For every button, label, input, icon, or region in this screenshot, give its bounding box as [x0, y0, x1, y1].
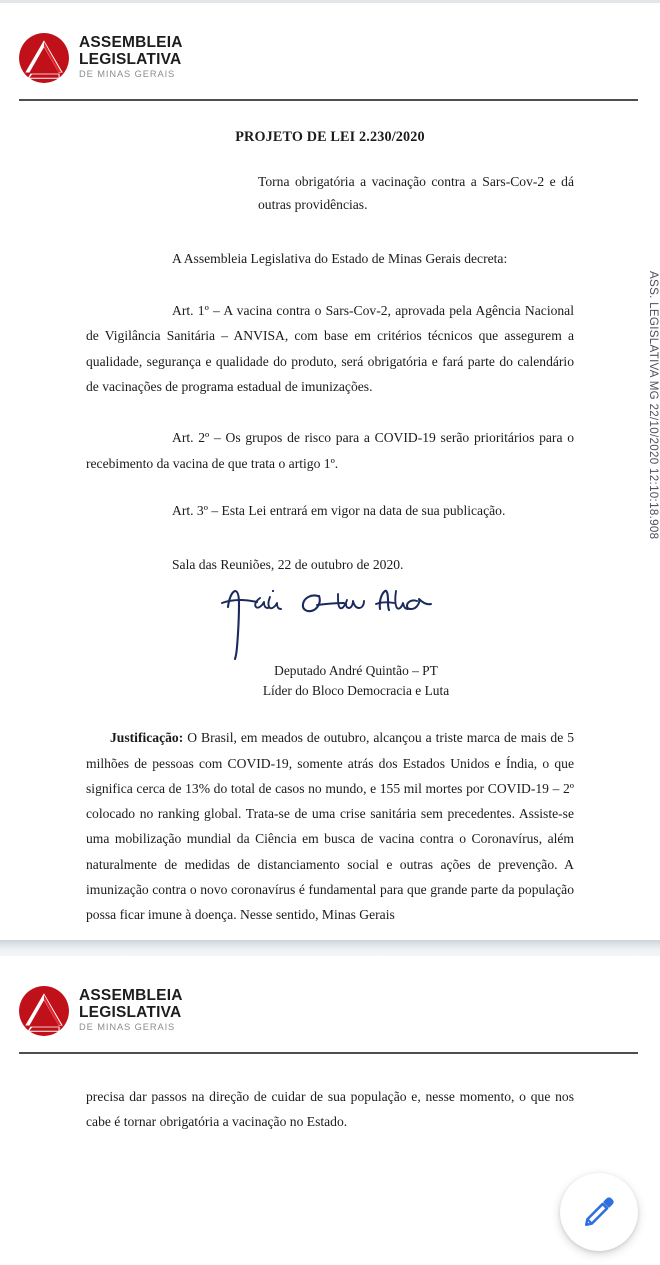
- article-2: Art. 2º – Os grupos de risco para a COVID-19 serão prioritários para o recebimento da vacina de que trata o artigo 1º.: [86, 430, 574, 471]
- page-separator: [0, 940, 660, 956]
- signer-role: Líder do Bloco Democracia e Luta: [262, 683, 450, 699]
- article-1: Art. 1º – A vacina contra o Sars-Cov-2, aprovada pela Agência Nacional de Vigilância Sanitária – ANVISA, com base em critérios técnicos que assegurem a qualidade, segurança e qualidade do produto, será obrigatória e fará parte do calendário de vacinações de programa estadual de imunizações.: [86, 303, 574, 394]
- header-divider-page-2: [19, 1052, 638, 1054]
- brand-wordmark-page-2: [79, 988, 183, 1034]
- brand-line-1: ASSEMBLEIA: [79, 987, 183, 1005]
- assembleia-legislativa-triangle-logo: [18, 985, 70, 1037]
- document-page-1: [0, 3, 660, 940]
- document-ementa: Torna obrigatória a vacinação contra a Sars-Cov-2 e dá outras providências.: [258, 174, 574, 213]
- brand-line-3: DE MINAS GERAIS: [79, 68, 176, 79]
- pencil-edit-icon: [582, 1195, 616, 1229]
- article-3: Art. 3º – Esta Lei entrará em vigor na data de sua publicação.: [172, 502, 506, 518]
- page-header: [0, 3, 660, 91]
- document-preamble: A Assembleia Legislativa do Estado de Minas Gerais decreta:: [172, 250, 508, 266]
- justification-text: O Brasil, em meados de outubro, alcançou a triste marca de mais de 5 milhões de pessoas com COVID-19, somente atrás dos Estados Unidos e Índia, o que significa cerca de 13% do total de casos no mundo, e 155 mil mortes por COVID-19 – 2º colocado no ranking global. Trata-se de uma crise sanitária sem precedentes. Assiste-se uma mobilização mundial da Ciência em busca de vacina contra o Coronavírus, além naturalmente de medidas de distanciamento social e outras ações de prevenção. A imunização contra o novo coronavírus é fundamental para que grande parte da população possa ficar imune à doença. Nesse sentido, Minas Gerais: [86, 730, 574, 923]
- page-1-content: [0, 129, 660, 1008]
- brand-wordmark: [79, 35, 183, 81]
- justification-paragraph: [86, 725, 574, 927]
- brand-line-3: DE MINAS GERAIS: [79, 1021, 176, 1032]
- page-2-paragraph: precisa dar passos na direção de cuidar de sua população e, nesse momento, o que nos cabe é tornar obrigatória a vacinação no Estado.: [86, 1089, 574, 1130]
- edit-fab-button[interactable]: [560, 1173, 638, 1251]
- brand-line-2: LEGISLATIVA: [79, 1003, 182, 1021]
- page-2-content: [0, 1084, 660, 1135]
- brand-line-2: LEGISLATIVA: [79, 50, 182, 68]
- signer-name: Deputado André Quintão – PT: [274, 663, 438, 679]
- brand-logo: [18, 32, 183, 84]
- assembleia-legislativa-triangle-logo: [18, 32, 70, 84]
- page-2-header: [0, 956, 660, 1044]
- handwritten-signature: [218, 577, 448, 661]
- brand-line-1: ASSEMBLEIA: [79, 34, 183, 52]
- signer-block: [86, 661, 574, 701]
- header-divider: [19, 99, 638, 101]
- vertical-timestamp-stamp: ASS. LEGISLATIVA MG 22/10/2020 12:10:18.908: [647, 271, 660, 540]
- brand-logo-page-2: [18, 985, 183, 1037]
- document-title: PROJETO DE LEI 2.230/2020: [235, 129, 425, 145]
- justification-label: Justificação:: [110, 730, 184, 746]
- signature-block: [86, 573, 574, 661]
- place-and-date: Sala das Reuniões, 22 de outubro de 2020.: [172, 557, 404, 573]
